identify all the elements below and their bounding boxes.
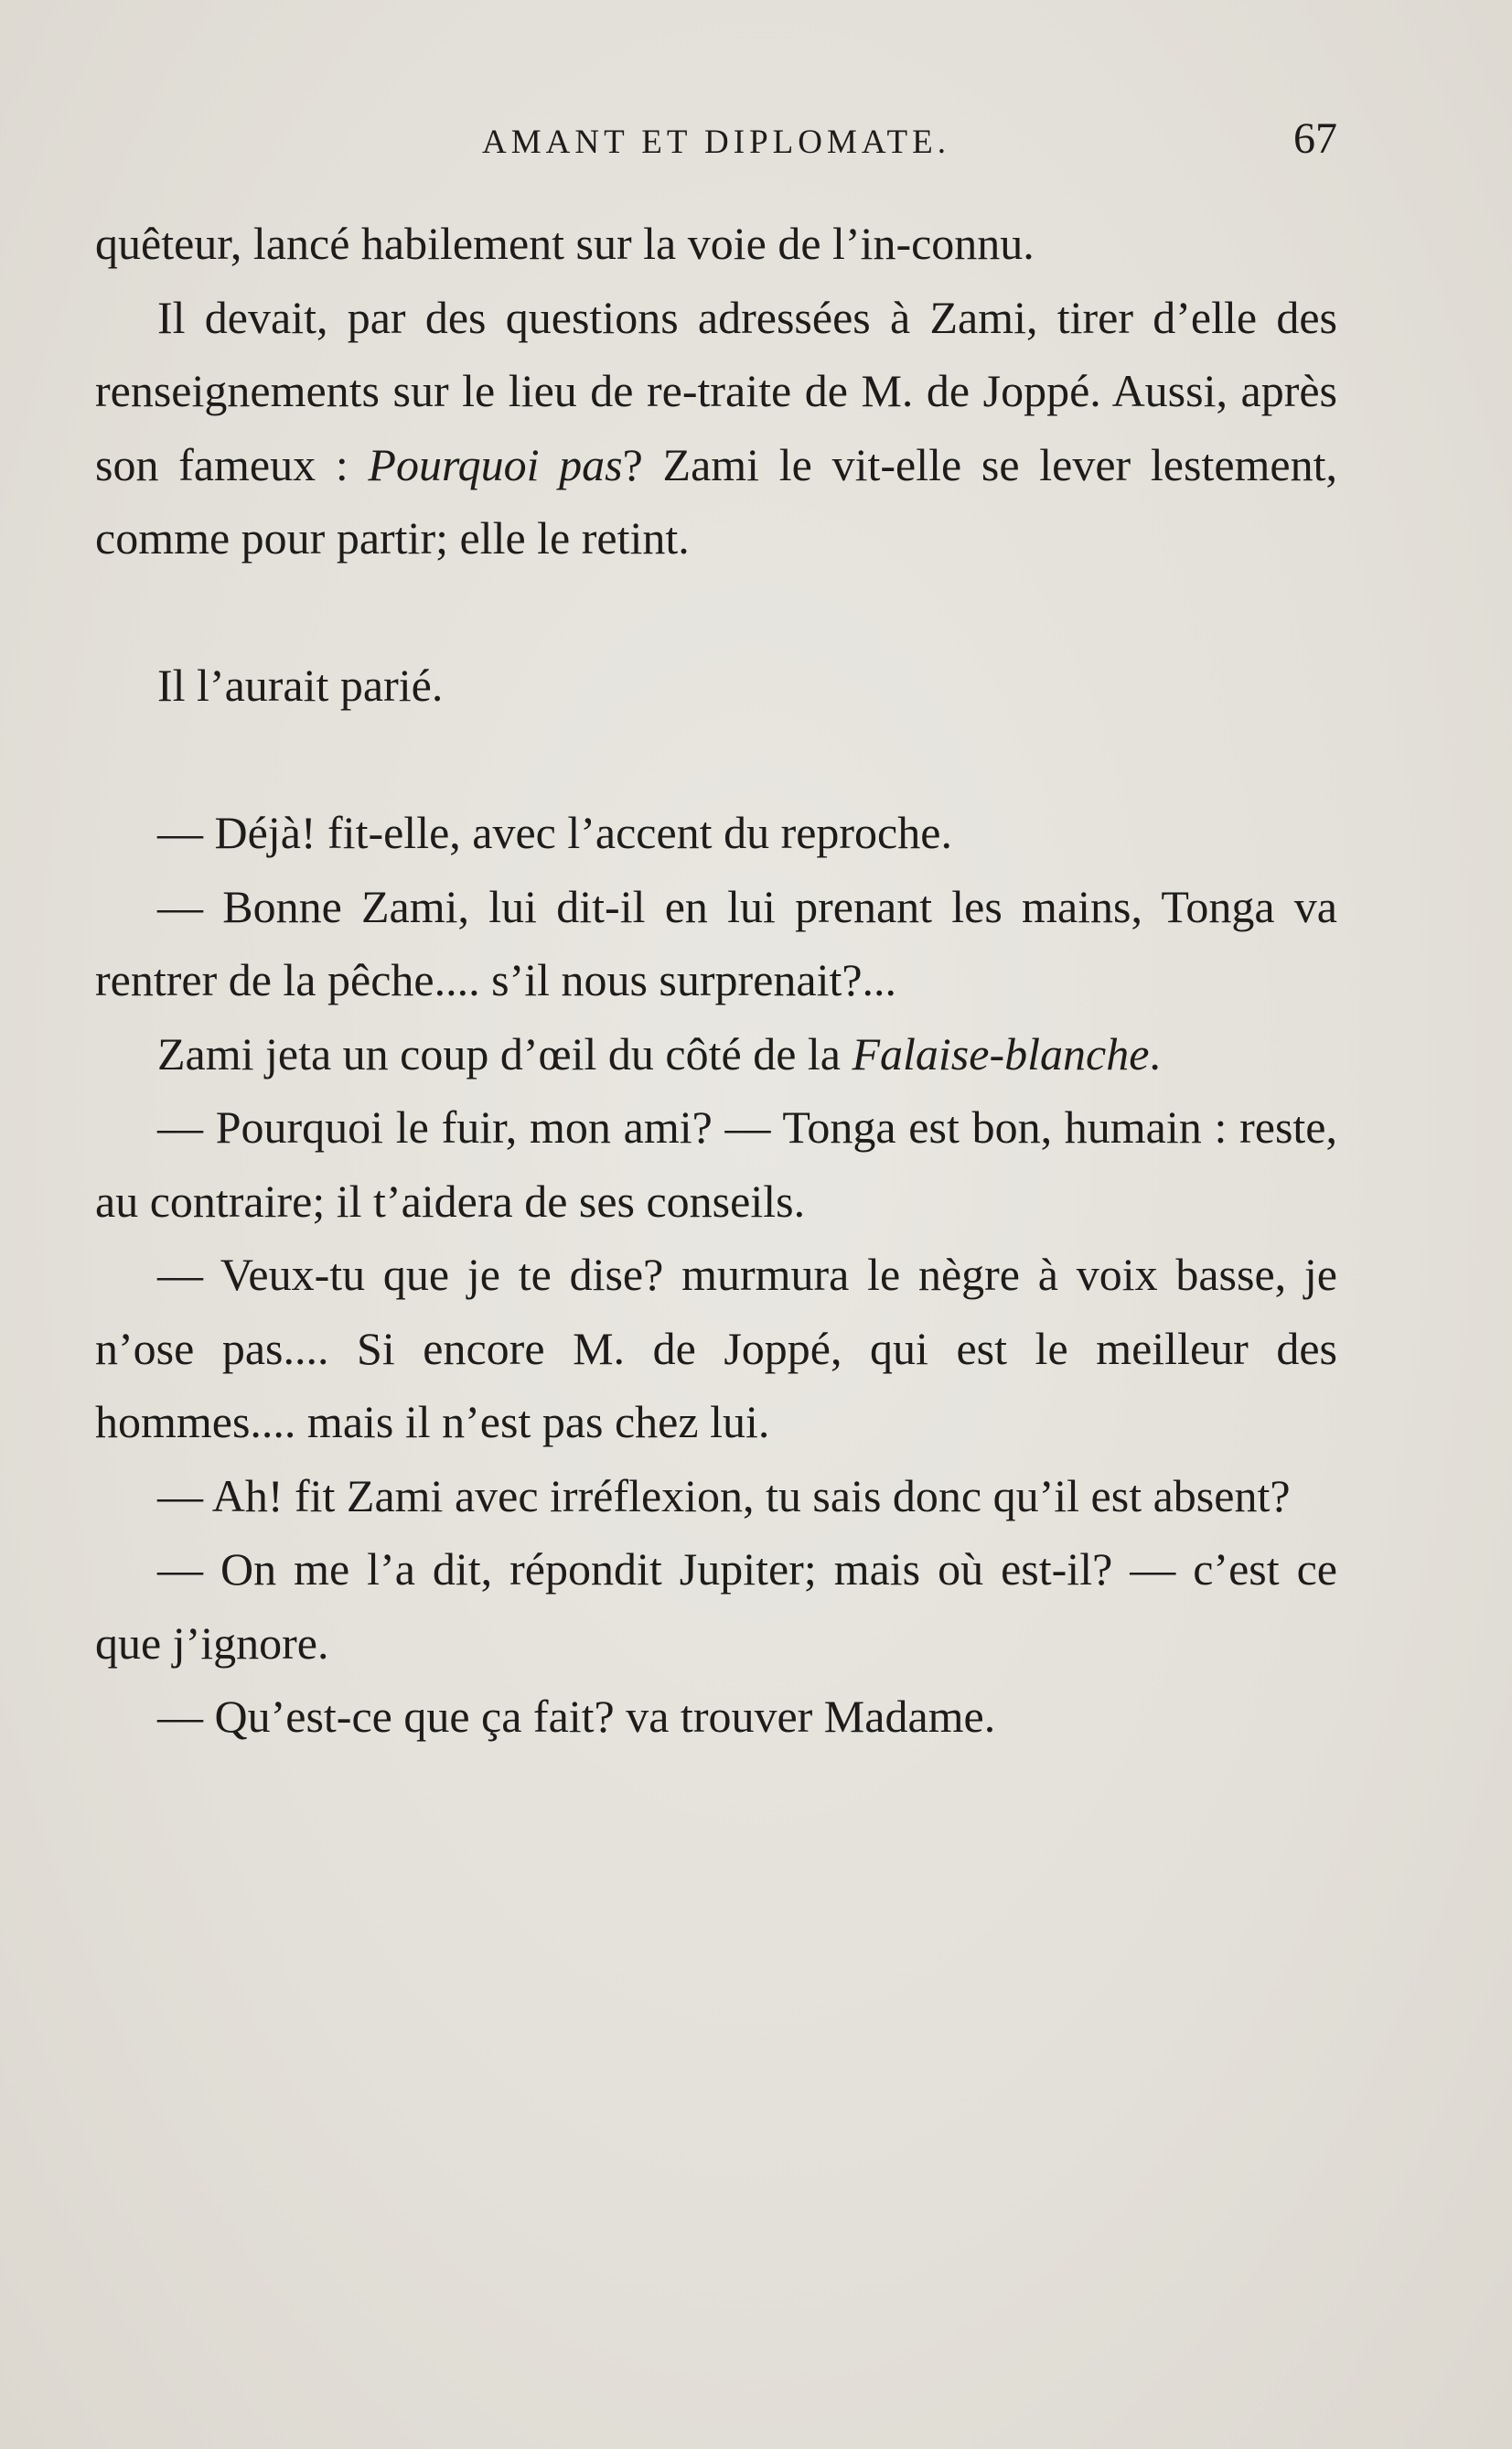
text-run: ? Zami le vit-elle se lever lestement, comme pour partir; elle le retint. <box>95 438 1337 564</box>
paragraph <box>95 1532 1337 1680</box>
text-run: . <box>1149 1027 1161 1079</box>
running-title: AMANT ET DIPLOMATE. <box>482 124 950 161</box>
paragraph <box>95 1238 1337 1459</box>
text-run: — Pourquoi le fuir, mon ami? — Tonga est bon, humain : reste, au contraire; il t’aidera de ses conseils. <box>95 1101 1337 1227</box>
body-text <box>95 207 1337 1754</box>
text-run: Il devait, par des questions adressées à Zami, tirer d’elle des renseignements sur le lieu de re-traite de M. de Joppé. Aussi, après son fameux : <box>95 291 1337 490</box>
italic-text-run: Falaise-blanche <box>852 1027 1150 1079</box>
text-run: — Déjà! fit-elle, avec l’accent du reproche. <box>157 807 952 858</box>
paragraph <box>95 207 1337 281</box>
text-run: — On me l’a dit, répondit Jupiter; mais où est-il? — c’est ce que j’ignore. <box>95 1543 1337 1669</box>
text-run: — Qu’est-ce que ça fait? va trouver Madame. <box>157 1691 996 1742</box>
text-run: Zami jeta un coup d’œil du côté de la <box>157 1027 853 1079</box>
paragraph <box>95 870 1337 1017</box>
paragraph <box>95 796 1337 870</box>
paragraph <box>95 1017 1337 1091</box>
text-run: — Ah! fit Zami avec irréflexion, tu sais donc qu’il est absent? <box>157 1469 1291 1521</box>
text-run: — Veux-tu que je te dise? murmura le nègre à voix basse, je n’ose pas.... Si encore M. de Joppé, qui est le meilleur des hommes.... mais il n’est pas chez lui. <box>95 1249 1337 1447</box>
page-number: 67 <box>1293 114 1337 163</box>
paragraph <box>95 1090 1337 1238</box>
paragraph <box>95 281 1337 575</box>
italic-text-run: Pourquoi pas <box>368 438 623 490</box>
text-run: — Bonne Zami, lui dit-il en lui prenant les mains, Tonga va rentrer de la pêche.... s’il nous surprenait?... <box>95 880 1337 1005</box>
paragraph <box>95 1459 1337 1533</box>
text-run: Il l’aurait parié. <box>157 660 444 711</box>
paragraph <box>95 649 1337 723</box>
text-run: quêteur, lancé habilement sur la voie de l’in-connu. <box>95 218 1035 269</box>
paragraph <box>95 1680 1337 1754</box>
running-head <box>95 114 1337 172</box>
